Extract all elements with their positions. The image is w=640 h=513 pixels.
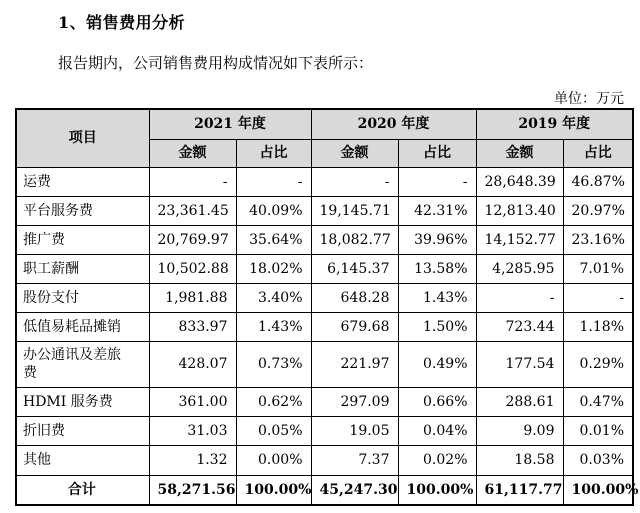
cell-value: 23,361.45 [149,196,236,225]
total-value: 58,271.56 [149,475,236,505]
cell-value: 0.73% [236,341,311,387]
amount-header: 金额 [476,139,563,167]
row-label: HDMI 服务费 [16,387,149,416]
cell-value: 177.54 [476,341,563,387]
ratio-header: 占比 [563,139,633,167]
cell-value: 361.00 [149,387,236,416]
table-row [16,283,633,312]
cell-value: 288.61 [476,387,563,416]
cell-value: 18,082.77 [311,225,398,254]
cell-value: 1,981.88 [149,283,236,312]
row-label: 股份支付 [16,283,149,312]
cell-value: - [149,167,236,196]
table-row [16,387,633,416]
cell-value: 18.58 [476,445,563,475]
total-value: 45,247.30 [311,475,398,505]
cell-value: 9.09 [476,416,563,445]
cell-value: 0.02% [398,445,476,475]
cell-value: 833.97 [149,312,236,341]
header-row-years [16,109,633,139]
table-row [16,341,633,387]
cell-value: 31.03 [149,416,236,445]
cell-value: 648.28 [311,283,398,312]
intro-text: 报告期内，公司销售费用构成情况如下表所示： [58,54,374,72]
cell-value: 18.02% [236,254,311,283]
cell-value: 0.01% [563,416,633,445]
cell-value: 0.62% [236,387,311,416]
cell-value: 1.18% [563,312,633,341]
cell-value: 20.97% [563,196,633,225]
cell-value: 13.58% [398,254,476,283]
row-label-line: 办公通讯及差旅 [23,347,121,363]
cell-value: 0.29% [563,341,633,387]
cell-value: 19.05 [311,416,398,445]
table-row [16,225,633,254]
section-title: 1、销售费用分析 [58,13,186,32]
unit-label: 单位：万元 [554,91,624,107]
table-row [16,254,633,283]
cell-value: 0.49% [398,341,476,387]
cell-value: 46.87% [563,167,633,196]
cell-value: 428.07 [149,341,236,387]
year-header-2020: 2020 年度 [311,109,476,139]
cell-value: 14,152.77 [476,225,563,254]
total-value: 100.00% [398,475,476,505]
sales-expense-table [15,108,639,506]
ratio-header: 占比 [236,139,311,167]
ratio-header: 占比 [398,139,476,167]
item-header: 项目 [16,109,149,167]
row-label: 折旧费 [16,416,149,445]
cell-value: 679.68 [311,312,398,341]
table-row [16,196,633,225]
row-label: 职工薪酬 [16,254,149,283]
cell-value: 23.16% [563,225,633,254]
cell-value: - [476,283,563,312]
cell-value: 723.44 [476,312,563,341]
total-row [16,475,633,505]
cell-value: 1.50% [398,312,476,341]
row-label: 平台服务费 [16,196,149,225]
cell-value: 297.09 [311,387,398,416]
table-row [16,416,633,445]
cell-value: 12,813.40 [476,196,563,225]
table-row [16,445,633,475]
cell-value: 7.37 [311,445,398,475]
total-value: 61,117.77 [476,475,563,505]
row-label: 其他 [16,445,149,475]
row-label: 运费 [16,167,149,196]
cell-value: 20,769.97 [149,225,236,254]
row-label-line: 费 [23,365,37,381]
cell-value: - [311,167,398,196]
row-label: 低值易耗品摊销 [16,312,149,341]
cell-value: 0.03% [563,445,633,475]
cell-value: 0.66% [398,387,476,416]
total-value: 100.00% [563,475,633,505]
cell-value: 0.05% [236,416,311,445]
cell-value: 6,145.37 [311,254,398,283]
amount-header: 金额 [149,139,236,167]
cell-value: 40.09% [236,196,311,225]
table-row [16,312,633,341]
cell-value: 1.43% [236,312,311,341]
cell-value: - [236,167,311,196]
year-header-2021: 2021 年度 [149,109,311,139]
cell-value: 1.32 [149,445,236,475]
total-value: 100.00% [236,475,311,505]
cell-value: 28,648.39 [476,167,563,196]
row-label [16,341,149,387]
cell-value: 0.47% [563,387,633,416]
amount-header: 金额 [311,139,398,167]
cell-value: 35.64% [236,225,311,254]
cell-value: - [563,283,633,312]
row-label: 推广费 [16,225,149,254]
year-header-2019: 2019 年度 [476,109,633,139]
cell-value: 39.96% [398,225,476,254]
cell-value: 42.31% [398,196,476,225]
cell-value: 10,502.88 [149,254,236,283]
cell-value: 3.40% [236,283,311,312]
total-label: 合计 [16,475,149,505]
cell-value: 0.04% [398,416,476,445]
cell-value: 221.97 [311,341,398,387]
cell-value: 4,285.95 [476,254,563,283]
cell-value: 1.43% [398,283,476,312]
cell-value: 7.01% [563,254,633,283]
cell-value: 19,145.71 [311,196,398,225]
cell-value: - [398,167,476,196]
table-row [16,167,633,196]
cell-value: 0.00% [236,445,311,475]
